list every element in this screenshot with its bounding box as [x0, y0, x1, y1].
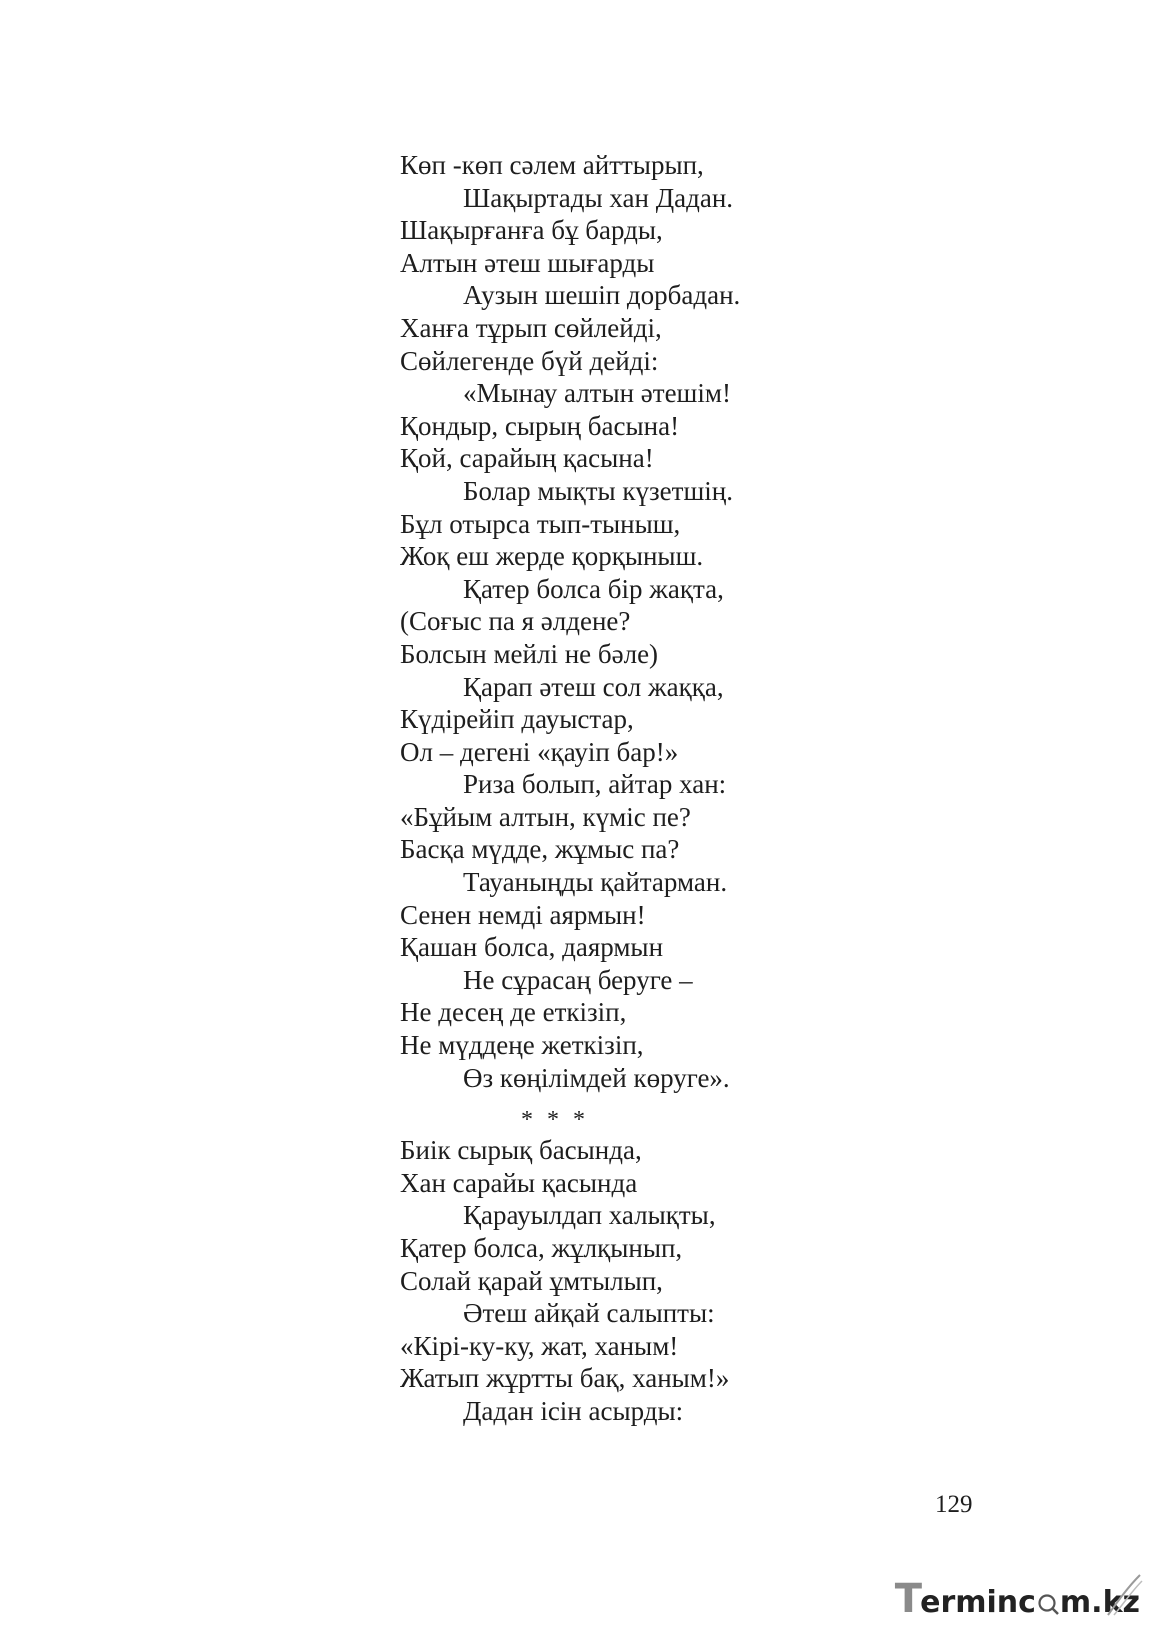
stanza-separator: * * * — [521, 1107, 589, 1134]
page-number: 129 — [935, 1491, 973, 1518]
poem-line: Алтын әтеш шығарды — [400, 247, 655, 278]
stanza — [400, 1134, 920, 1427]
poem-line: Ол – дегені «қауіп бар!» — [400, 736, 679, 767]
poem-line: Әтеш айқай салыпты: — [463, 1298, 715, 1329]
poem-line: Дадан ісін асырды: — [463, 1395, 684, 1426]
poem-line: Сөйлегенде бүй дейді: — [400, 345, 659, 376]
poem-line: Солай қарай ұмтылып, — [400, 1265, 663, 1296]
stanza — [400, 149, 920, 1094]
poem-line: Болсын мейлі не бәле) — [400, 638, 659, 669]
poem-line: «Кірі-ку-ку, жат, ханым! — [400, 1330, 679, 1361]
poem-line: Қондыр, сырың басына! — [400, 410, 680, 441]
poem-line: Өз көңілімдей көруге». — [463, 1062, 730, 1093]
poem-line: Биік сырық басында, — [400, 1135, 642, 1166]
poem-line: Қарап әтеш сол жаққа, — [463, 671, 724, 702]
poem-line: Тауаныңды қайтарман. — [463, 867, 728, 898]
poem-line: (Соғыс па я әлдене? — [400, 606, 631, 637]
poem-line: Қатер болса бір жақта, — [463, 573, 724, 604]
poem-line: Не десең де еткізіп, — [400, 997, 627, 1028]
poem-line: Шақыртады хан Дадан. — [463, 182, 734, 213]
poem-line: Қашан болса, даярмын — [400, 932, 664, 963]
swoosh-icon — [1104, 1573, 1144, 1617]
poem-line: Қатер болса, жұлқынып, — [400, 1233, 683, 1263]
poem-line: Не мүддеңе жеткізіп, — [400, 1030, 644, 1061]
poem-line: Не сұрасаң беруге – — [463, 964, 693, 995]
poem-line: Сенен немді аярмын! — [400, 899, 646, 930]
poem-line: Көп -көп сәлем айттырып, — [400, 150, 704, 180]
poem-body — [400, 149, 920, 1428]
watermark-logo: T erminc m.kz — [895, 1579, 1140, 1619]
poem-line: «Мынау алтын әтешім! — [463, 378, 731, 409]
poem-line: Жатып жұртты бақ, ханым!» — [400, 1363, 730, 1394]
poem-line: Хан сарайы қасында — [400, 1167, 638, 1198]
poem-line: Ханға тұрып сөйлейді, — [400, 312, 662, 343]
poem-line: Күдірейіп дауыстар, — [400, 704, 634, 735]
poem-line: Жоқ еш жерде қорқыныш. — [400, 541, 704, 572]
poem-line: Басқа мүдде, жұмыс па? — [400, 834, 680, 865]
poem-line: Риза болып, айтар хан: — [463, 769, 727, 800]
poem-line: Бұл отырса тып-тыныш, — [400, 508, 681, 539]
poem-line: Қой, сарайың қасына! — [400, 443, 654, 474]
poem-line: Болар мықты күзетшің. — [463, 475, 733, 506]
poem-line: Шақырғанға бұ барды, — [400, 215, 663, 246]
poem-line: Қарауылдап халықты, — [463, 1200, 716, 1231]
magnifier-icon — [1037, 1593, 1059, 1615]
poem-line: «Бұйым алтын, күміс пе? — [400, 801, 691, 832]
poem-line: Аузын шешіп дорбадан. — [463, 280, 741, 311]
